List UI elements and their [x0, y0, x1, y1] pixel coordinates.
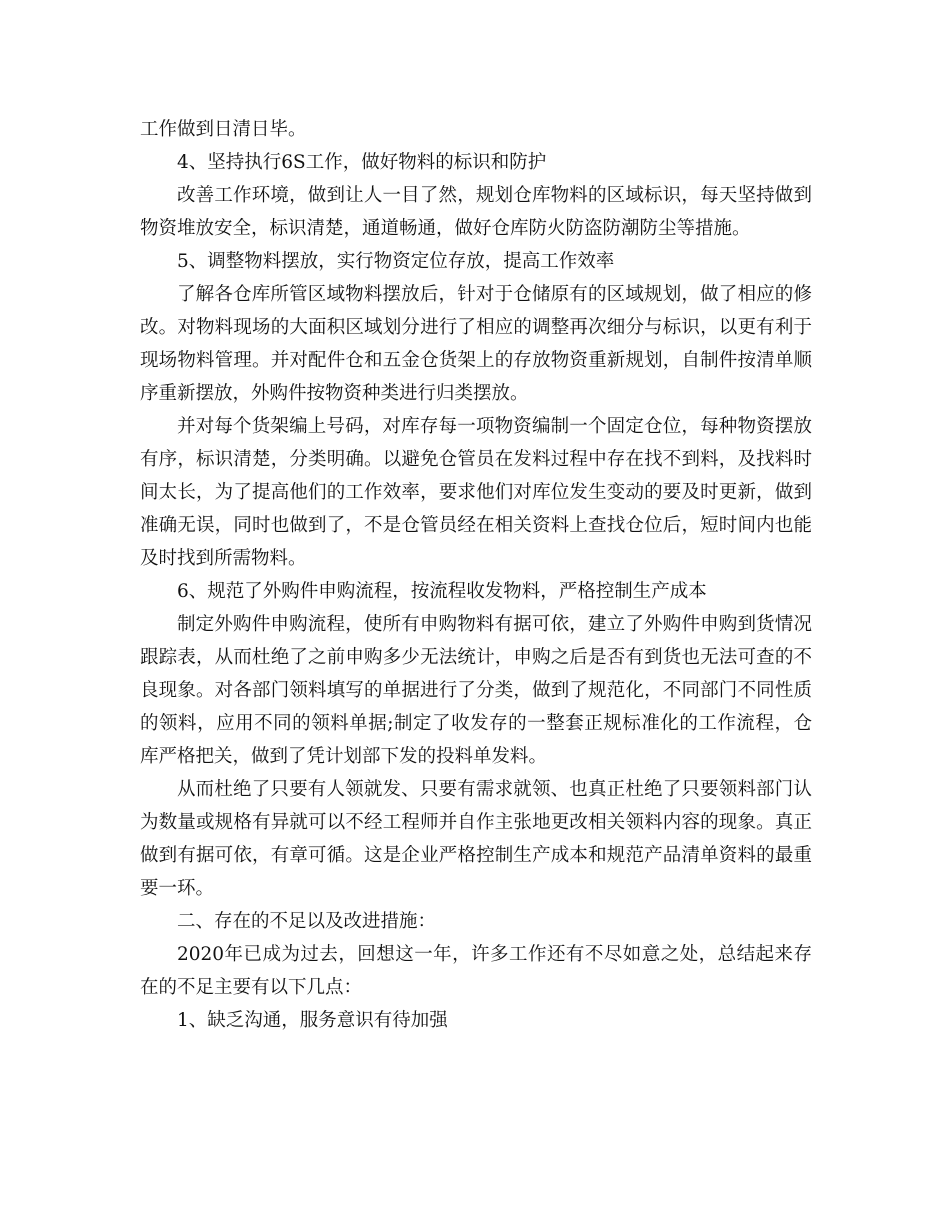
section-heading-communication: 1、缺乏沟通，服务意识有待加强	[177, 1010, 448, 1031]
paragraph-area-planning: 了解各仓库所管区域物料摆放后，针对于仓储原有的区域规划，做了相应的修改。对物料现场的大面积区域划分进行了相应的调整再次细分与标识，以更有利于现场物料管理。并对配件仓和五金仓货架上的存放物资重新规划，自制件按清单顺序重新摆放，外购件按物资种类进行归类摆放。	[140, 284, 812, 404]
section-heading-placement: 5、调整物料摆放，实行物资定位存放，提高工作效率	[177, 251, 615, 272]
paragraph-year-review: 2020年已成为过去，回想这一年，许多工作还有不尽如意之处，总结起来存在的不足主要有以下几点：	[140, 944, 812, 998]
paragraph-cost-control: 从而杜绝了只要有人领就发、只要有需求就领、也真正杜绝了只要领料部门认为数量或规格有异就可以不经工程师并自作主张地更改相关领料内容的现象。真正做到有据可依，有章可循。这是企业严格控制生产成本和规范产品清单资料的最重要一环。	[140, 779, 812, 899]
section-heading-6s: 4、坚持执行6S工作，做好物料的标识和防护	[177, 152, 547, 173]
paragraph-environment: 改善工作环境，做到让人一目了然，规划仓库物料的区域标识，每天坚持做到物资堆放安全，标识清楚，通道畅通，做好仓库防火防盗防潮防尘等措施。	[140, 185, 812, 239]
section-heading-shortcomings: 二、存在的不足以及改进措施：	[177, 911, 437, 932]
paragraph-continuation: 工作做到日清日毕。	[140, 119, 307, 140]
document-body	[140, 113, 812, 1037]
paragraph-shelf-numbering: 并对每个货架编上号码，对库存每一项物资编制一个固定仓位，每种物资摆放有序，标识清楚，分类明确。以避免仓管员在发料过程中存在找不到料，及找料时间太长，为了提高他们的工作效率，要求他们对库位发生变动的要及时更新，做到准确无误，同时也做到了，不是仓管员经在相关资料上查找仓位后，短时间内也能及时找到所需物料。	[140, 416, 812, 569]
section-heading-procurement: 6、规范了外购件申购流程，按流程收发物料，严格控制生产成本	[177, 581, 707, 602]
paragraph-procurement-process: 制定外购件申购流程，使所有申购物料有据可依，建立了外购件申购到货情况跟踪表，从而杜绝了之前申购多少无法统计，申购之后是否有到货也无法可查的不良现象。对各部门领料填写的单据进行了分类，做到了规范化，不同部门不同性质的领料，应用不同的领料单据;制定了收发存的一整套正规标准化的工作流程，仓库严格把关，做到了凭计划部下发的投料单发料。	[140, 614, 812, 767]
